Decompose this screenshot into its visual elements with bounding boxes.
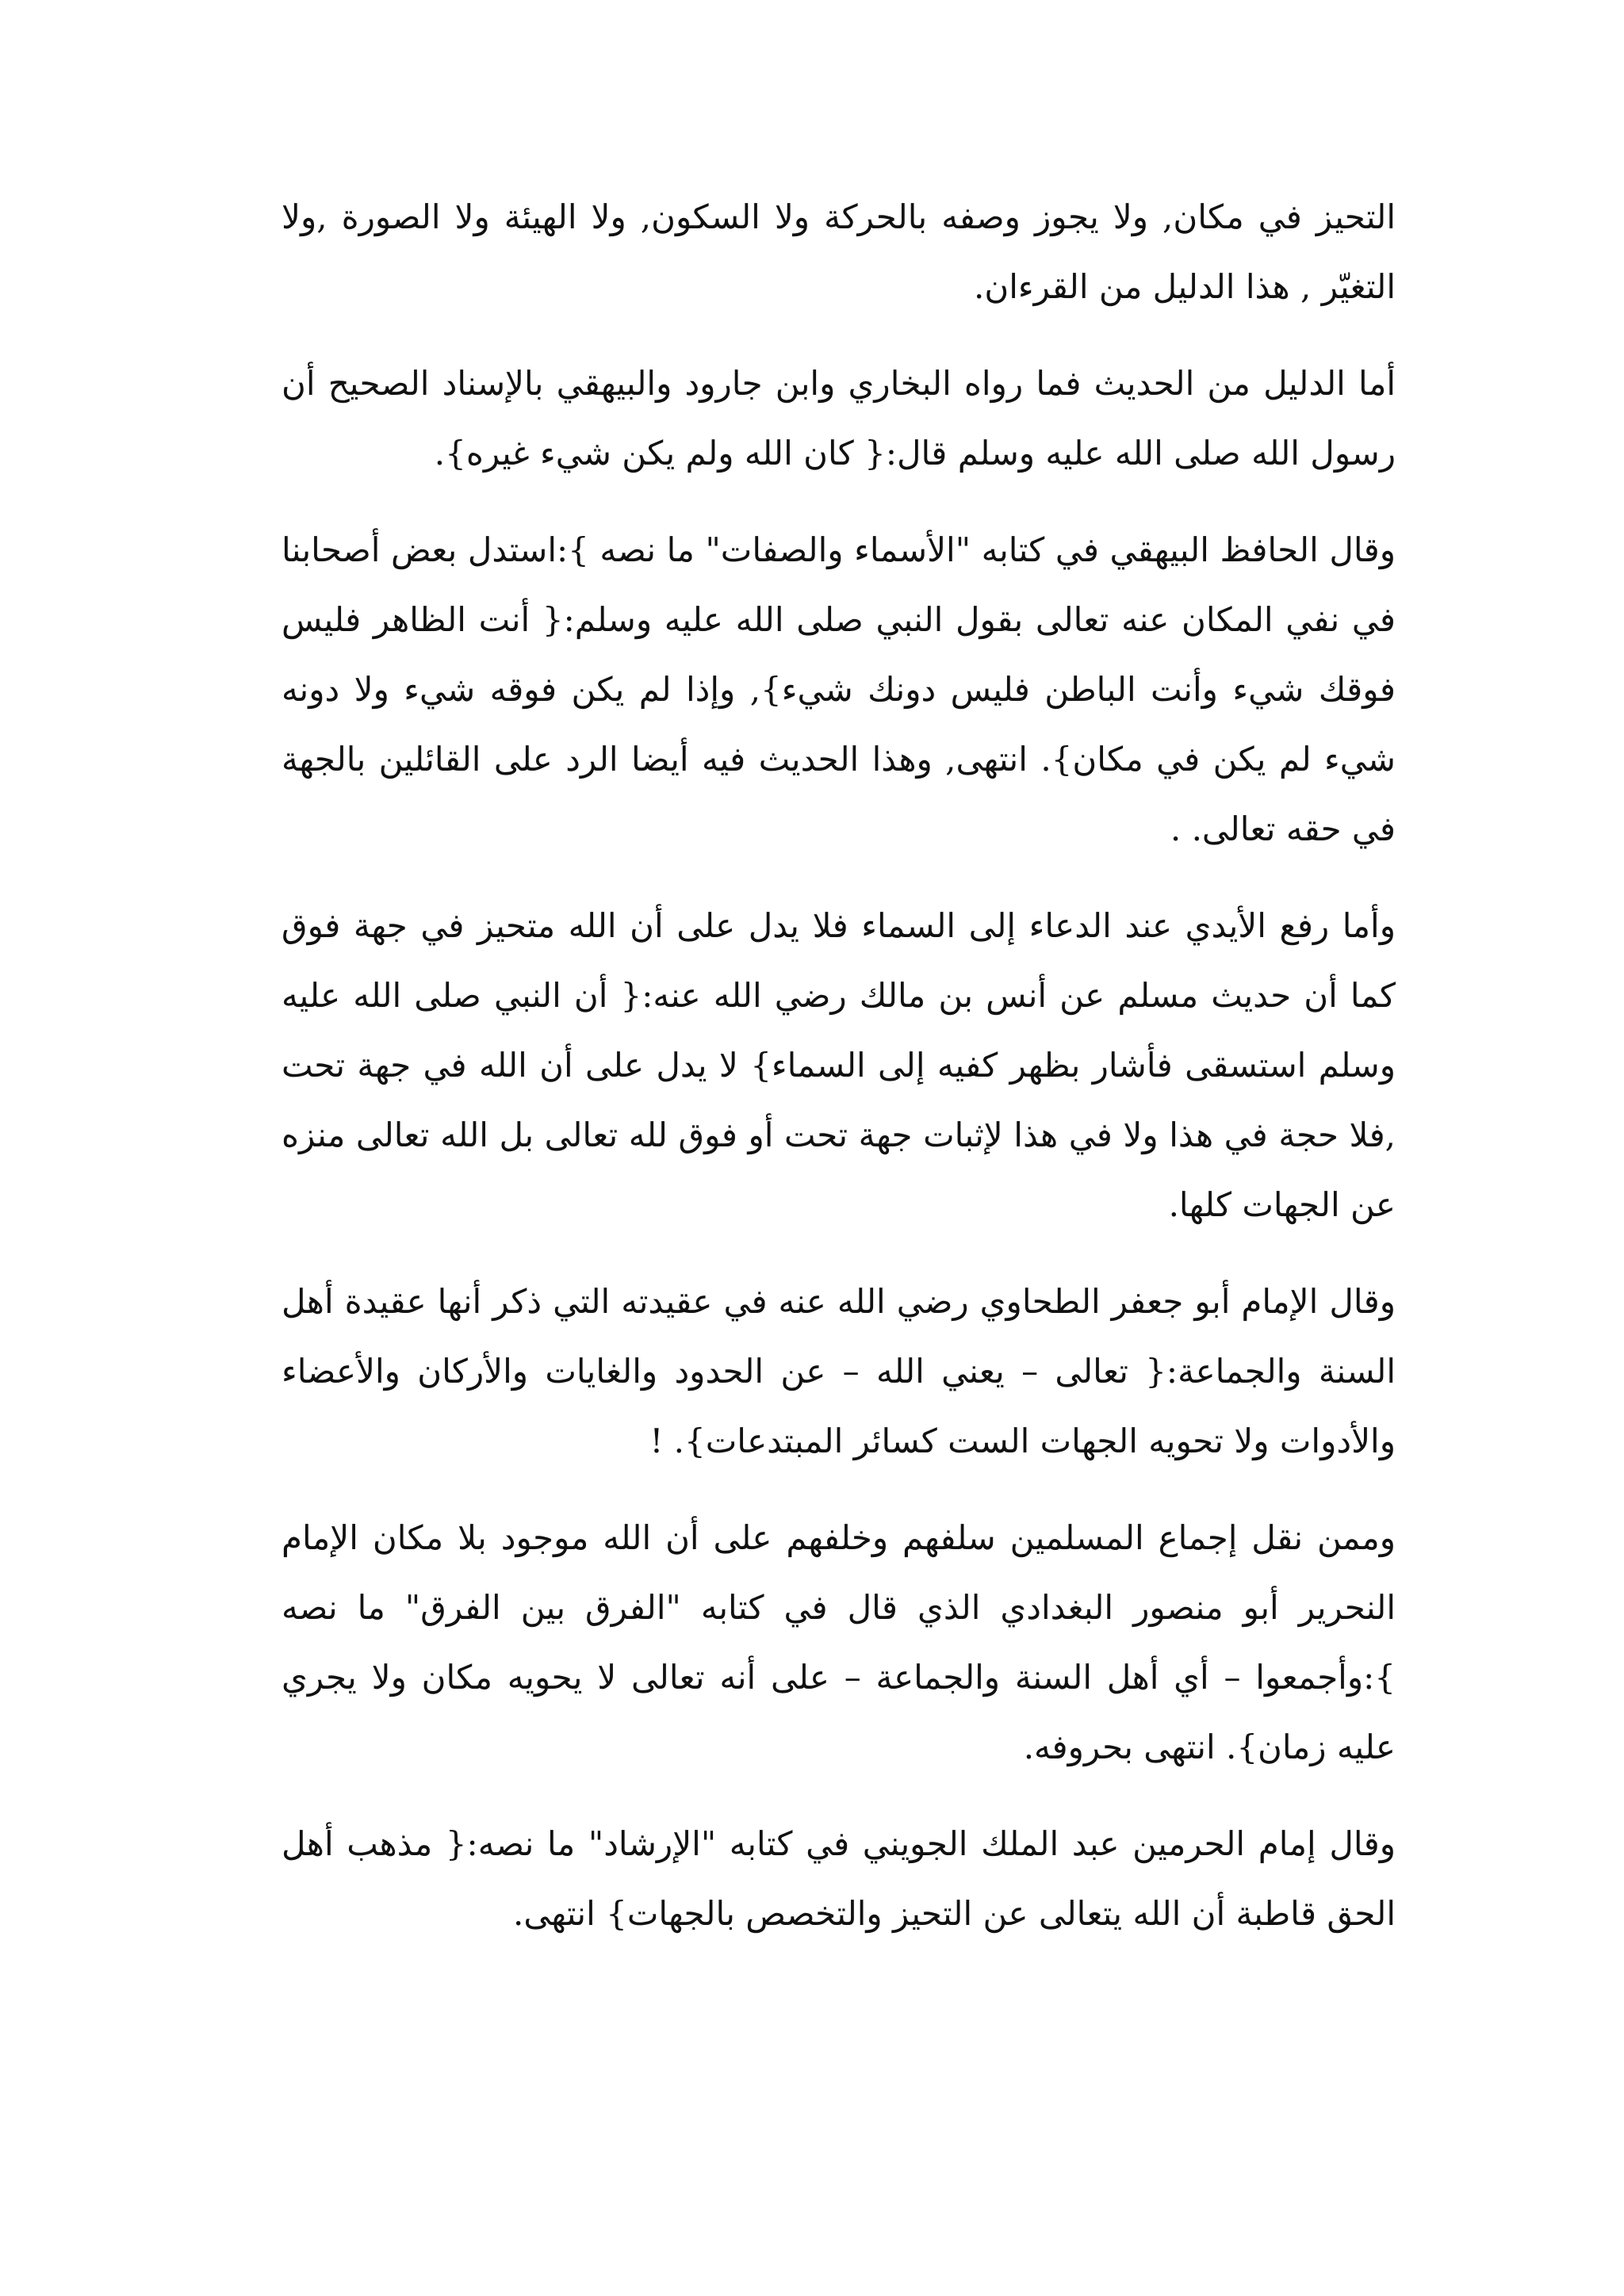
paragraph-4: وأما رفع الأيدي عند الدعاء إلى السماء فلا يدل على أن الله متحيز في جهة فوق كما أن حديث مسلم عن أنس بن مالك رضي الله عنه:{ أن النبي صلى الله عليه وسلم استسقى فأشار بظهر كفيه إلى السماء} لا يدل على أن الله في جهة تحت ,فلا حجة في هذا ولا في هذا لإثبات جهة تحت أو فوق لله تعالى بل الله تعالى منزه عن الجهات كلها. (282, 906, 1396, 1224)
paragraph-6: وممن نقل إجماع المسلمين سلفهم وخلفهم على أن الله موجود بلا مكان الإمام النحرير أبو منصور البغدادي الذي قال في كتابه "الفرق بين الفرق" ما نصه }:وأجمعوا – أي أهل السنة والجماعة – على أنه تعالى لا يحويه مكان ولا يجري عليه زمان}. انتهى بحروفه. (282, 1518, 1396, 1766)
document-page (282, 182, 1396, 1949)
paragraph-2: أما الدليل من الحديث فما رواه البخاري وابن جارود والبيهقي بالإسناد الصحيح أن رسول الله صلى الله عليه وسلم قال:{ كان الله ولم يكن شيء غيره}. (282, 364, 1396, 473)
paragraph-5: وقال الإمام أبو جعفر الطحاوي رضي الله عنه في عقيدته التي ذكر أنها عقيدة أهل السنة والجماعة:{ تعالى – يعني الله – عن الحدود والغايات والأركان والأعضاء والأدوات ولا تحويه الجهات الست كسائر المبتدعات}. ! (282, 1282, 1396, 1460)
paragraph-3: وقال الحافظ البيهقي في كتابه "الأسماء والصفات" ما نصه }:استدل بعض أصحابنا في نفي المكان عنه تعالى بقول النبي صلى الله عليه وسلم:{ أنت الظاهر فليس فوقك شيء وأنت الباطن فليس دونك شيء}, وإذا لم يكن فوقه شيء ولا دونه شيء لم يكن في مكان}. انتهى, وهذا الحديث فيه أيضا الرد على القائلين بالجهة في حقه تعالى. . (282, 530, 1396, 848)
paragraph-1: التحيز في مكان, ولا يجوز وصفه بالحركة ولا السكون, ولا الهيئة ولا الصورة ,ولا التغيّر , هذا الدليل من القرءان. (282, 197, 1396, 306)
paragraph-7: وقال إمام الحرمين عبد الملك الجويني في كتابه "الإرشاد" ما نصه:{ مذهب أهل الحق قاطبة أن الله يتعالى عن التحيز والتخصص بالجهات} انتهى. (282, 1824, 1396, 1933)
